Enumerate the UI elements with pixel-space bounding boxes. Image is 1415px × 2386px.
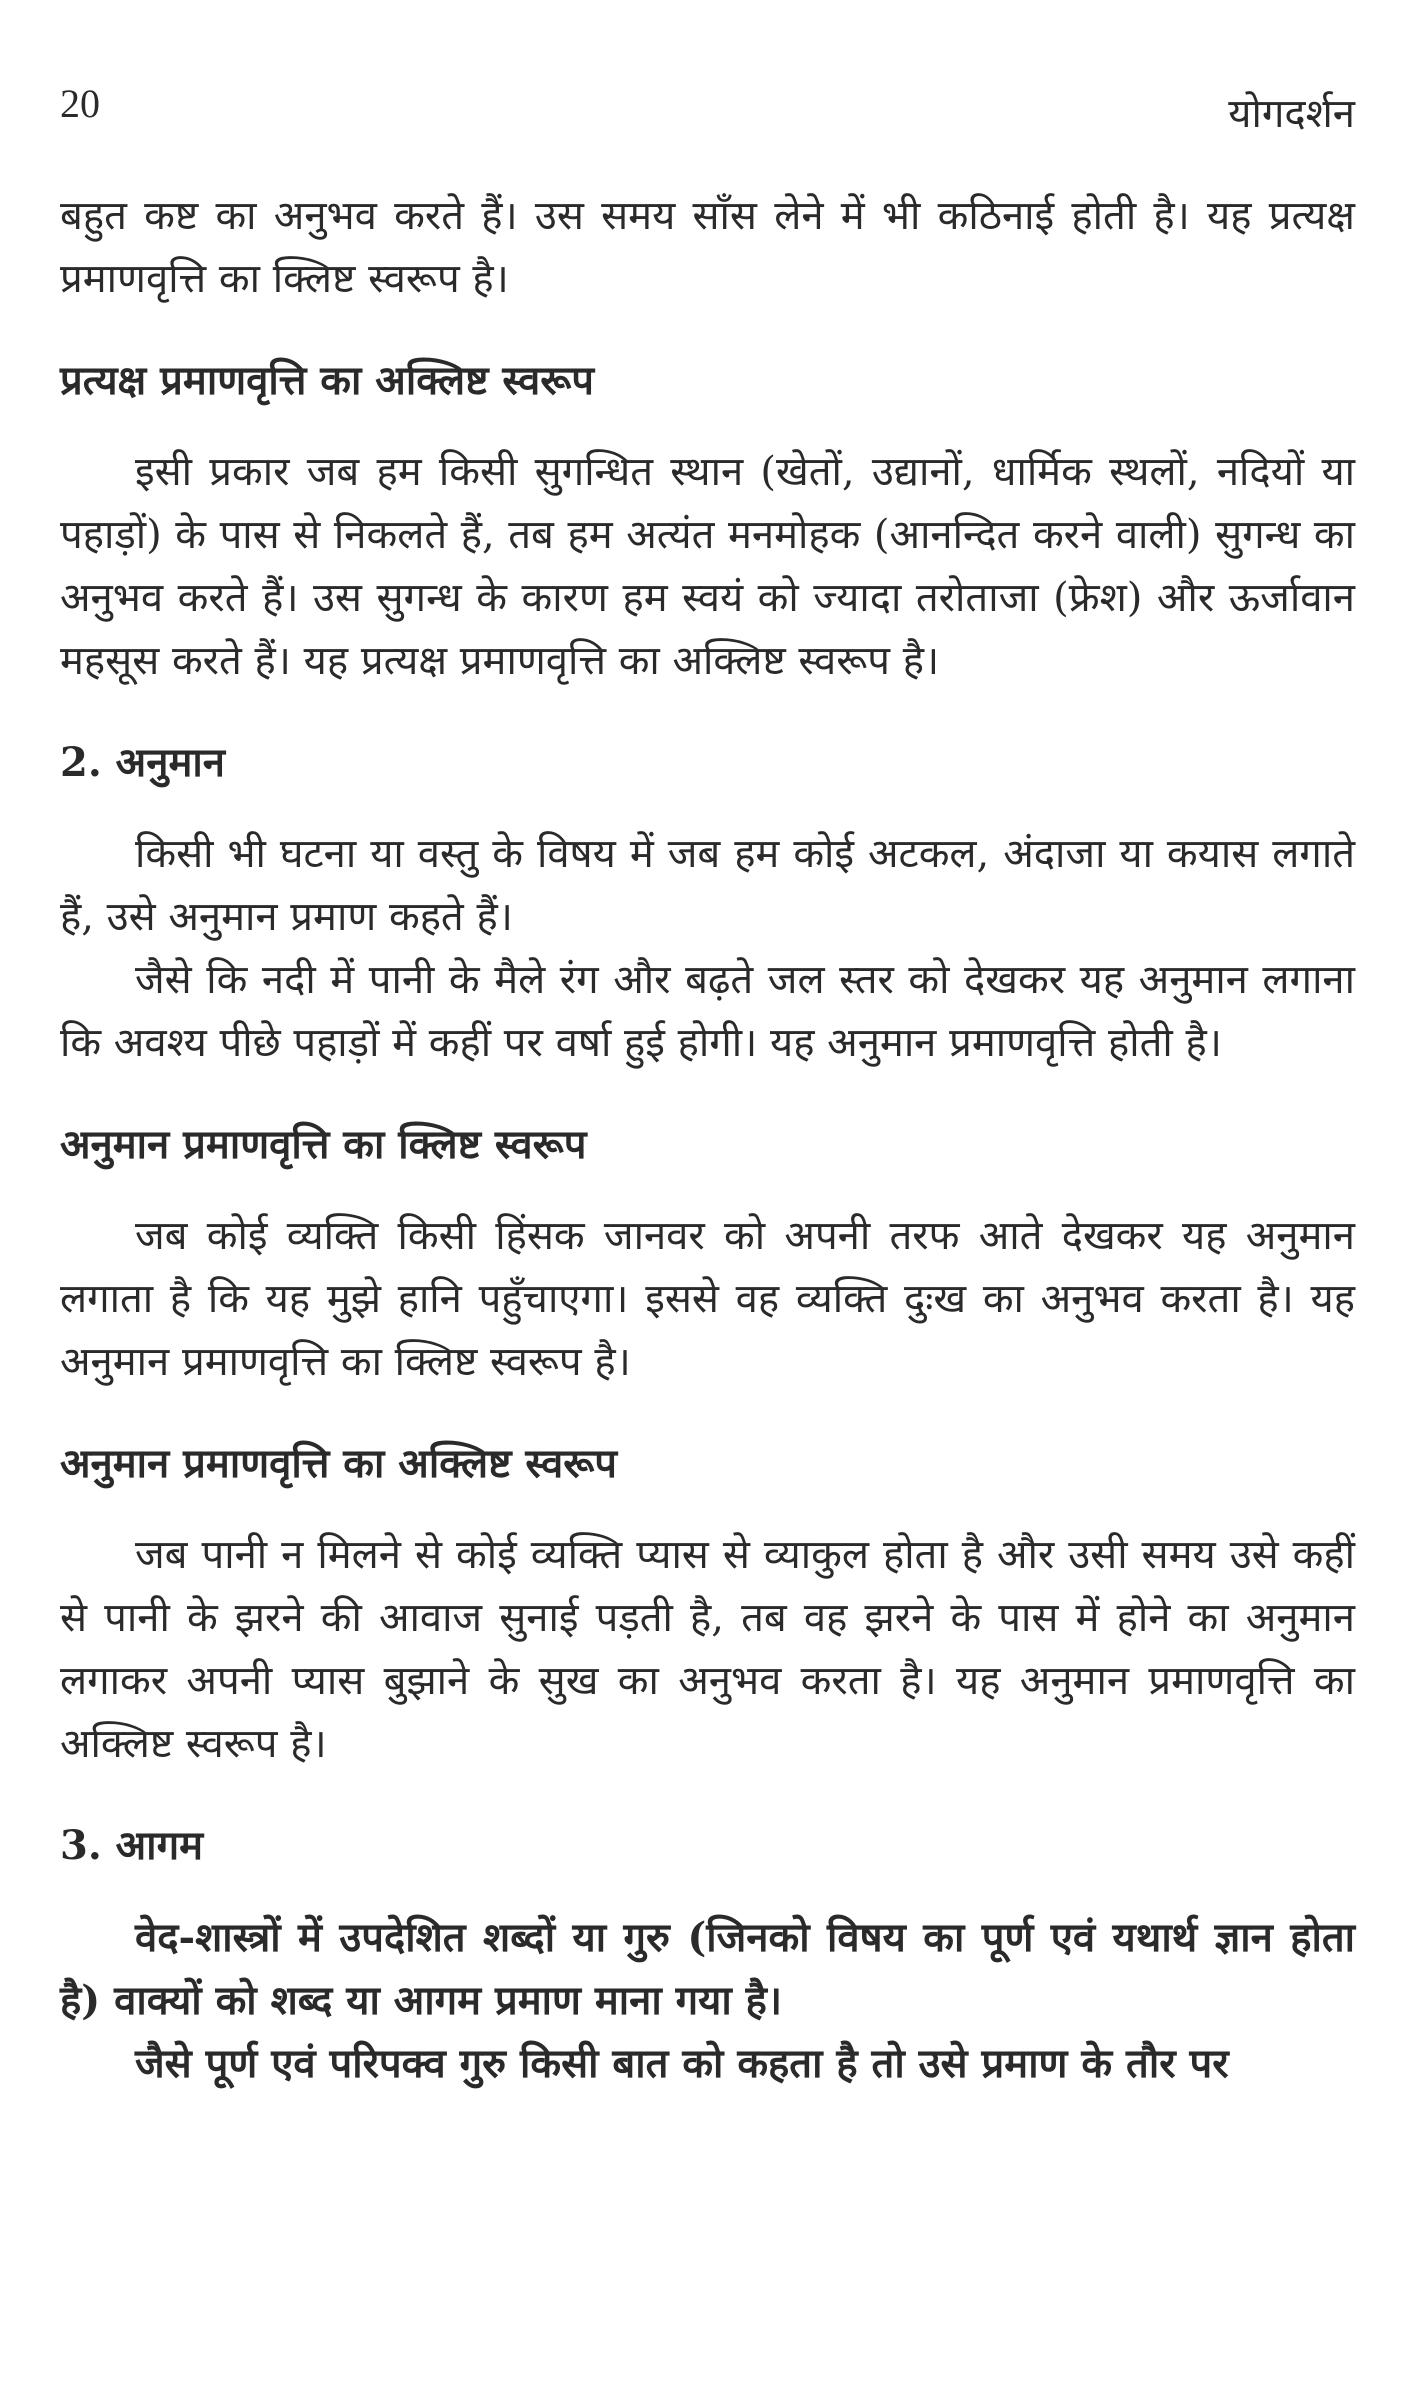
paragraph-agama-example: जैसे पूर्ण एवं परिपक्व गुरु किसी बात को कहता है तो उसे प्रमाण के तौर पर (135, 2040, 1229, 2087)
heading-anumana-aklishta: अनुमान प्रमाणवृत्ति का अक्लिष्ट स्वरूप (60, 1440, 618, 1487)
page-body (60, 185, 1355, 2095)
running-title: योगदर्शन (1228, 91, 1355, 137)
heading-pratyaksha-aklishta: प्रत्यक्ष प्रमाणवृत्ति का अक्लिष्ट स्वरूप (60, 357, 595, 404)
page-number: 20 (60, 81, 100, 126)
paragraph-anumana-klishta: जब कोई व्यक्ति किसी हिंसक जानवर को अपनी तरफ आते देखकर यह अनुमान लगाता है कि यह मुझे हानि पहुँचाएगा। इससे वह व्यक्ति दुःख का अनुभव करता है। यह अनुमान प्रमाणवृत्ति का क्लिष्ट स्वरूप है। (60, 1213, 1355, 1385)
paragraph-intro: बहुत कष्ट का अनुभव करते हैं। उस समय साँस लेने में भी कठिनाई होती है। यह प्रत्यक्ष प्रमाणवृत्ति का क्लिष्ट स्वरूप है। (60, 193, 1355, 302)
heading-anumana: 2. अनुमान (60, 739, 225, 786)
paragraph-anumana-definition: किसी भी घटना या वस्तु के विषय में जब हम कोई अटकल, अंदाजा या कयास लगाते हैं, उसे अनुमान प्रमाण कहते हैं। (60, 831, 1355, 940)
page-header (60, 80, 1355, 140)
heading-anumana-klishta: अनुमान प्रमाणवृत्ति का क्लिष्ट स्वरूप (60, 1121, 587, 1168)
paragraph-pratyaksha-aklishta: इसी प्रकार जब हम किसी सुगन्धित स्थान (खेतों, उद्यानों, धार्मिक स्थलों, नदियों या पहाड़ों) के पास से निकलते हैं, तब हम अत्यंत मनमोहक (आनन्दित करने वाली) सुगन्ध का अनुभव करते हैं। उस सुगन्ध के कारण हम स्वयं को ज्यादा तरोताजा (फ्रेश) और ऊर्जावान महसूस करते हैं। यह प्रत्यक्ष प्रमाणवृत्ति का अक्लिष्ट स्वरूप है। (60, 449, 1355, 684)
paragraph-anumana-example: जैसे कि नदी में पानी के मैले रंग और बढ़ते जल स्तर को देखकर यह अनुमान लगाना कि अवश्य पीछे पहाड़ों में कहीं पर वर्षा हुई होगी। यह अनुमान प्रमाणवृत्ति होती है। (60, 957, 1355, 1066)
paragraph-anumana-aklishta: जब पानी न मिलने से कोई व्यक्ति प्यास से व्याकुल होता है और उसी समय उसे कहीं से पानी के झरने की आवाज सुनाई पड़ती है, तब वह झरने के पास में होने का अनुमान लगाकर अपनी प्यास बुझाने के सुख का अनुभव करता है। यह अनुमान प्रमाणवृत्ति का अक्लिष्ट स्वरूप है। (60, 1532, 1355, 1767)
heading-agama: 3. आगम (60, 1822, 204, 1869)
paragraph-agama-definition: वेद-शास्त्रों में उपदेशित शब्दों या गुरु (जिनको विषय का पूर्ण एवं यथार्थ ज्ञान होता है) वाक्यों को शब्द या आगम प्रमाण माना गया है। (60, 1914, 1355, 2024)
